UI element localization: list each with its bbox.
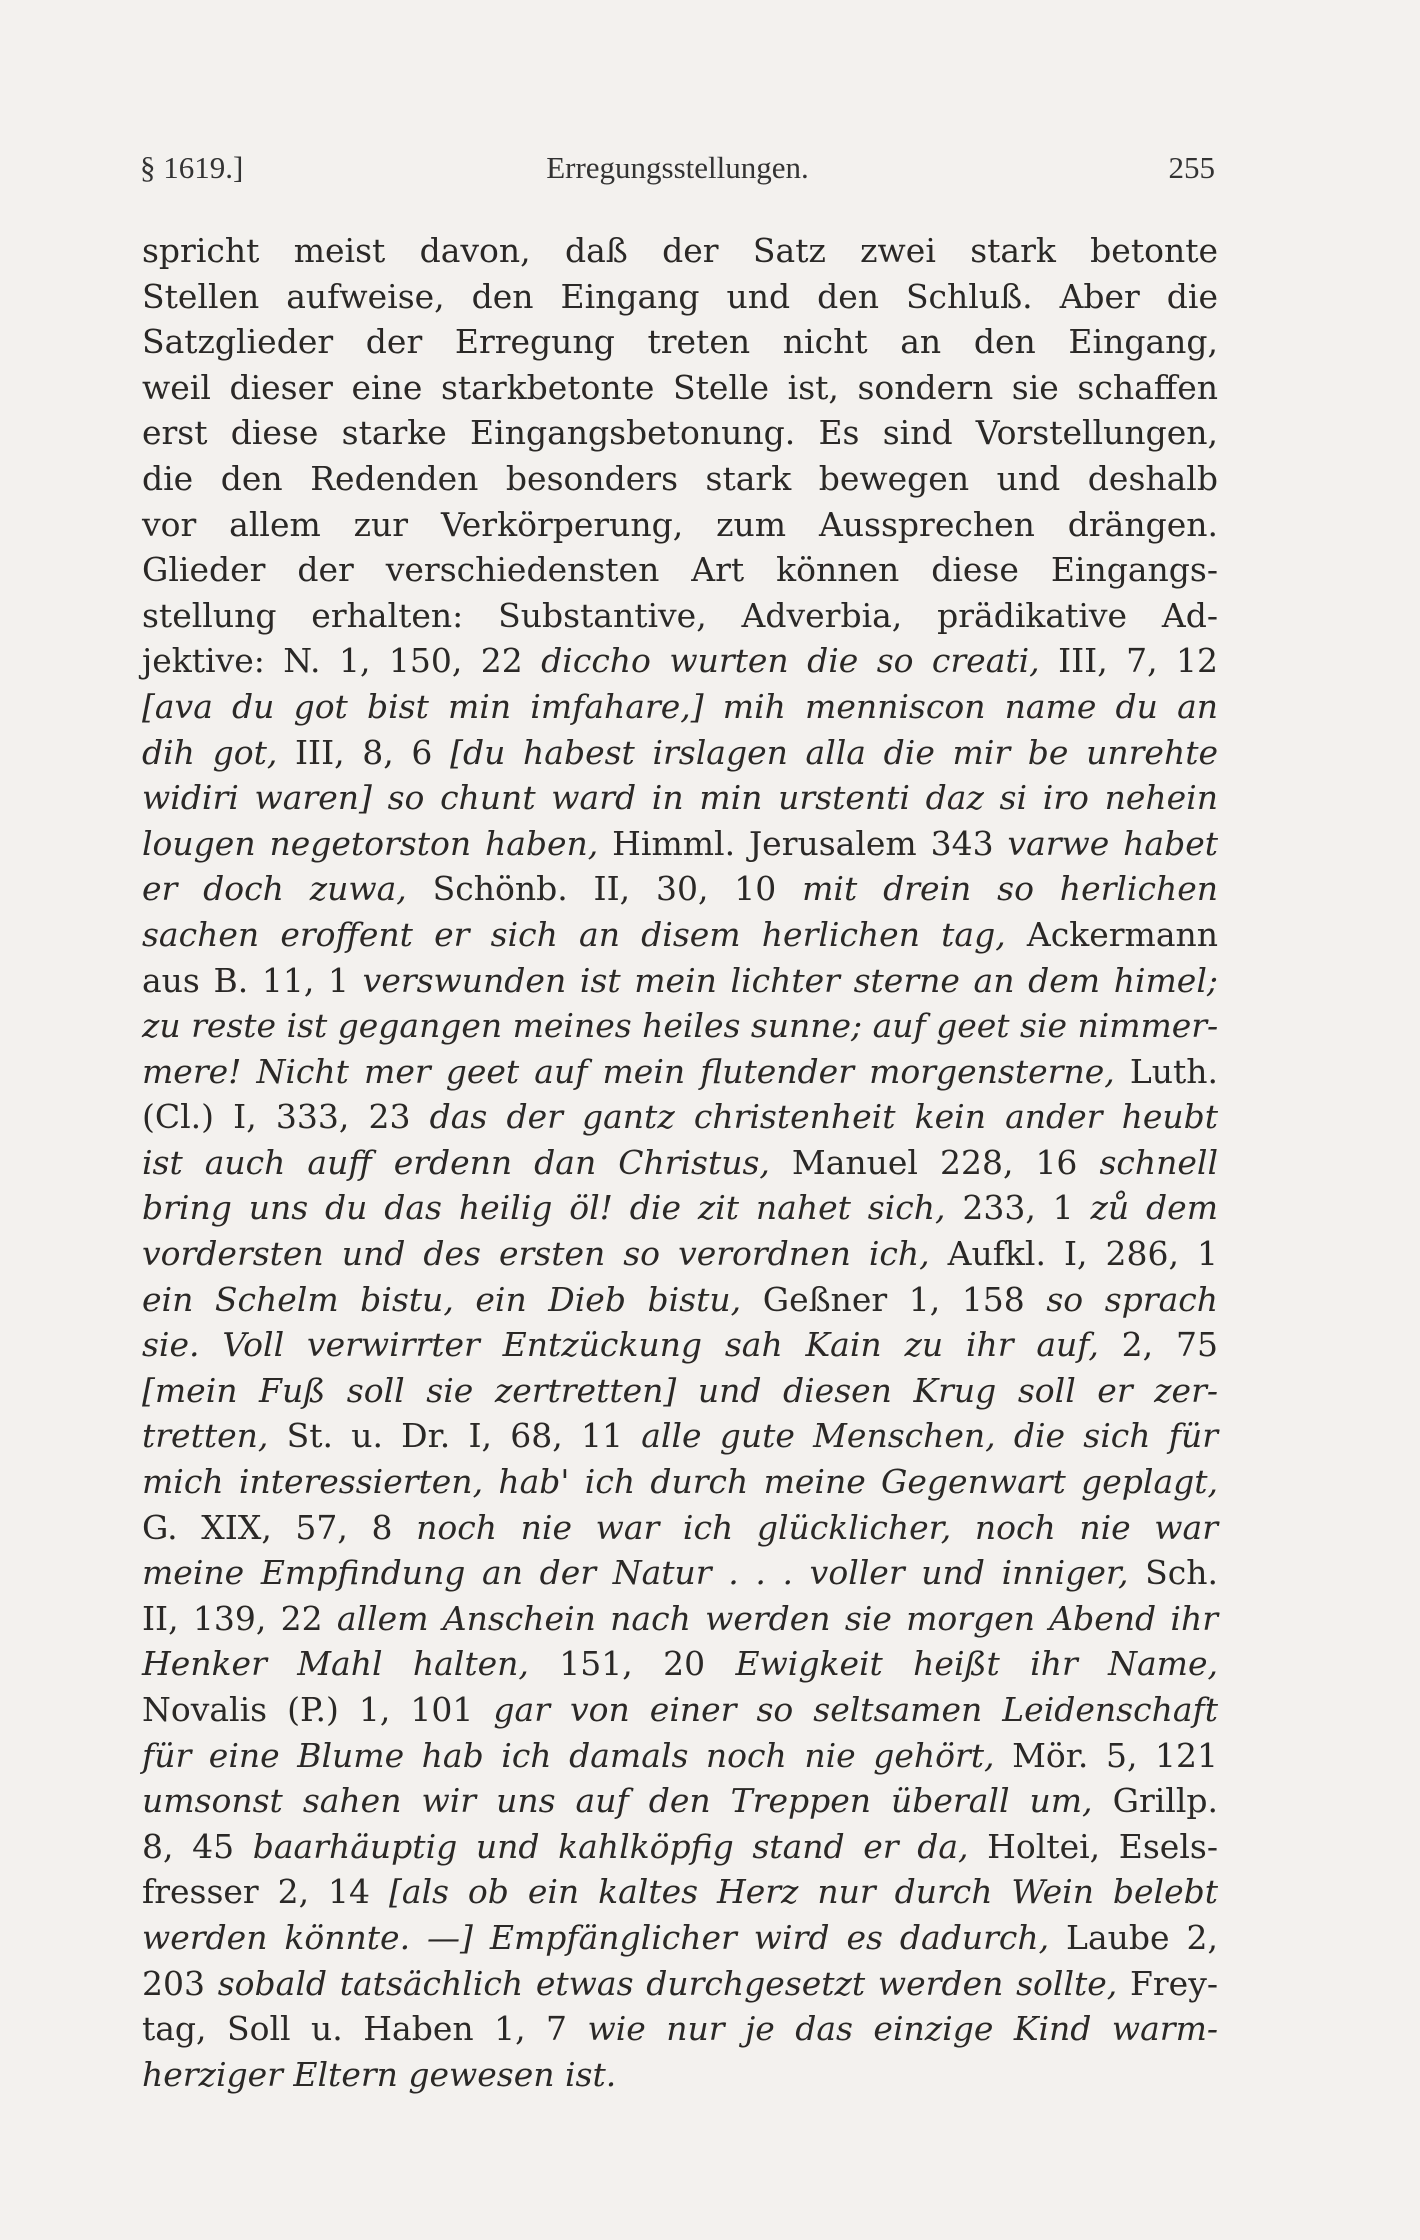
quoted-example: so sprach bbox=[1046, 1279, 1218, 1319]
quoted-example: gar von einer so seltsamen Leidenschaft bbox=[493, 1690, 1218, 1729]
text-segment: 151, 20 bbox=[528, 1644, 736, 1684]
text-line bbox=[142, 1094, 1218, 1140]
quoted-example: bring uns du das heilig öl! die zit nahet sich, bbox=[142, 1188, 946, 1228]
text-line bbox=[142, 1915, 1218, 1961]
text-line bbox=[142, 958, 1218, 1004]
text-segment: Novalis (P.) 1, 101 bbox=[142, 1690, 494, 1729]
quoted-example: wie nur je das einzige Kind warm- bbox=[587, 2009, 1219, 2049]
text-line bbox=[142, 456, 1218, 502]
text-line bbox=[142, 2006, 1218, 2052]
text-line bbox=[142, 1322, 1218, 1368]
text-line bbox=[142, 1733, 1218, 1779]
quoted-example: zů dem bbox=[1090, 1188, 1218, 1228]
text-line bbox=[142, 1687, 1218, 1733]
text-segment: St. u. Dr. I, 68, 11 bbox=[268, 1416, 642, 1456]
text-line bbox=[142, 1459, 1218, 1505]
text-segment: 203 bbox=[142, 1963, 218, 2003]
text-segment: erst diese starke Eingangsbetonung. Es sind Vorstellungen, bbox=[142, 413, 1218, 453]
quoted-example: widiri waren] so chunt ward in min urstenti daz si iro nehein bbox=[142, 778, 1218, 818]
quoted-example: das der gantz christenheit kein ander heubt bbox=[429, 1097, 1218, 1137]
text-segment: Schönb. II, 30, 10 bbox=[406, 869, 803, 909]
text-line bbox=[142, 593, 1218, 639]
text-segment: Satzglieder der Erregung treten nicht an den Eingang, bbox=[142, 322, 1218, 362]
text-segment: 2, 75 bbox=[1098, 1325, 1218, 1365]
text-line bbox=[142, 1185, 1218, 1231]
quoted-example: umsonst sahen wir uns auf den Treppen überall um, bbox=[142, 1781, 1093, 1821]
text-segment: tag, Soll u. Haben 1, 7 bbox=[142, 2009, 588, 2049]
text-line bbox=[142, 1277, 1218, 1323]
text-segment: die den Redenden besonders stark bewegen und deshalb bbox=[142, 458, 1218, 498]
text-segment: Holtei, Esels- bbox=[968, 1826, 1218, 1866]
quoted-example: dih got, bbox=[142, 732, 278, 772]
text-line bbox=[142, 684, 1218, 730]
text-line bbox=[142, 638, 1218, 684]
text-line bbox=[142, 2052, 1218, 2098]
quoted-example: Henker Mahl halten, bbox=[142, 1644, 529, 1684]
body-text bbox=[142, 228, 1218, 2097]
quoted-example: [als ob ein kaltes Herz nur durch Wein belebt bbox=[388, 1872, 1219, 1912]
text-segment: G. XIX, 57, 8 bbox=[142, 1507, 417, 1547]
text-line bbox=[142, 1049, 1218, 1095]
text-line bbox=[142, 821, 1218, 867]
text-segment: (Cl.) I, 333, 23 bbox=[142, 1097, 430, 1137]
text-line bbox=[142, 1140, 1218, 1186]
text-segment: Sch. bbox=[1128, 1553, 1218, 1593]
quoted-example: lougen negetorston haben, bbox=[142, 823, 599, 863]
text-line bbox=[142, 866, 1218, 912]
quoted-example: diccho wurten die so creati, bbox=[541, 641, 1040, 681]
quoted-example: für eine Blume hab ich damals noch nie gehört, bbox=[142, 1735, 995, 1775]
text-line bbox=[142, 1778, 1218, 1824]
quoted-example: herziger Eltern gewesen ist. bbox=[142, 2054, 617, 2094]
text-segment: III, 7, 12 bbox=[1039, 641, 1219, 681]
text-segment: spricht meist davon, daß der Satz zwei stark betonte bbox=[142, 231, 1218, 270]
text-segment: stellung erhalten: Substantive, Adverbia, prädikative Ad- bbox=[142, 595, 1218, 635]
quoted-example: werden könnte. —] Empfänglicher wird es dadurch, bbox=[142, 1917, 1050, 1957]
quoted-example: zu reste ist gegangen meines heiles sunne; auf geet sie nimmer- bbox=[142, 1006, 1219, 1046]
text-line bbox=[142, 1961, 1218, 2007]
quoted-example: allem Anschein nach werden sie morgen Abend ihr bbox=[336, 1598, 1218, 1638]
text-segment: Stellen aufweise, den Eingang und den Schluß. Aber die bbox=[142, 276, 1218, 316]
text-line bbox=[142, 1003, 1218, 1049]
quoted-example: meine Empfindung an der Natur . . . voller und inniger, bbox=[142, 1553, 1129, 1593]
text-segment: aus B. 11, 1 bbox=[142, 960, 363, 1000]
text-line bbox=[142, 365, 1218, 411]
quoted-example: ist auch auff erdenn dan Christus, bbox=[142, 1142, 770, 1182]
quoted-example: tretten, bbox=[142, 1416, 269, 1456]
text-line bbox=[142, 1505, 1218, 1551]
text-line bbox=[142, 912, 1218, 958]
quoted-example: mere! Nicht mer geet auf mein flutender morgensterne, bbox=[142, 1051, 1115, 1091]
text-line bbox=[142, 228, 1218, 274]
text-line bbox=[142, 319, 1218, 365]
text-line bbox=[142, 1869, 1218, 1915]
text-segment: 233, 1 bbox=[945, 1188, 1091, 1228]
text-segment: fresser 2, 14 bbox=[142, 1872, 389, 1912]
quoted-example: [mein Fuß soll sie zertretten] und diesen Krug soll er zer- bbox=[142, 1370, 1218, 1410]
quoted-example: baarhäuptig und kahlköpfig stand er da, bbox=[252, 1826, 969, 1866]
quoted-example: [ava du got bist min imfahare,] mih menniscon name du an bbox=[142, 686, 1218, 726]
text-segment: Mör. 5, 121 bbox=[994, 1735, 1218, 1775]
text-segment: Aufkl. I, 286, 1 bbox=[929, 1234, 1218, 1274]
text-segment: vor allem zur Verkörperung, zum Aussprechen drängen. bbox=[142, 504, 1218, 544]
quoted-example: verswunden ist mein lichter sterne an dem himel; bbox=[362, 960, 1218, 1000]
text-segment: Glieder der verschiedensten Art können diese Eingangs- bbox=[142, 550, 1218, 590]
section-reference: § 1619.] bbox=[140, 150, 244, 185]
text-segment: Laube 2, bbox=[1049, 1917, 1218, 1957]
page-number: 255 bbox=[1168, 150, 1215, 185]
quoted-example: sobald tatsächlich etwas durchgesetzt werden sollte, bbox=[217, 1963, 1118, 2003]
text-line bbox=[142, 1368, 1218, 1414]
text-line bbox=[142, 1550, 1218, 1596]
text-line bbox=[142, 1413, 1218, 1459]
text-line bbox=[142, 410, 1218, 456]
text-segment: II, 139, 22 bbox=[142, 1598, 337, 1638]
text-segment: Frey- bbox=[1117, 1963, 1219, 2003]
text-line bbox=[142, 1231, 1218, 1277]
quoted-example: sie. Voll verwirrter Entzückung sah Kain zu ihr auf, bbox=[142, 1325, 1099, 1365]
text-segment: Himml. Jerusalem 343 bbox=[598, 823, 1008, 863]
quoted-example: sachen eroffent er sich an disem herlichen tag, bbox=[142, 914, 1006, 954]
quoted-example: schnell bbox=[1099, 1142, 1218, 1182]
text-segment: Ackermann bbox=[1005, 914, 1219, 954]
text-segment: Geßner 1, 158 bbox=[741, 1279, 1047, 1319]
text-segment: 8, 45 bbox=[142, 1826, 253, 1866]
quoted-example: vordersten und des ersten so verordnen ich, bbox=[142, 1234, 930, 1274]
quoted-example: er doch zuwa, bbox=[142, 869, 407, 909]
quoted-example: alle gute Menschen, die sich für bbox=[641, 1416, 1219, 1456]
text-segment: jektive: N. 1, 150, 22 bbox=[142, 641, 542, 681]
quoted-example: ein Schelm bistu, ein Dieb bistu, bbox=[142, 1279, 742, 1319]
quoted-example: varwe habet bbox=[1007, 823, 1219, 863]
text-line bbox=[142, 502, 1218, 548]
text-line bbox=[142, 1596, 1218, 1642]
text-segment: III, 8, 6 bbox=[277, 732, 451, 772]
text-line bbox=[142, 730, 1218, 776]
running-head bbox=[140, 150, 1215, 190]
text-line bbox=[142, 1641, 1218, 1687]
text-line bbox=[142, 547, 1218, 593]
quoted-example: mit drein so herlichen bbox=[802, 869, 1218, 909]
text-segment: Grillp. bbox=[1092, 1781, 1219, 1821]
quoted-example: [du habest irslagen alla die mir be unrehte bbox=[450, 732, 1218, 772]
text-segment: weil dieser eine starkbetonte Stelle ist, sondern sie schaffen bbox=[142, 367, 1218, 407]
text-segment: Manuel 228, 16 bbox=[769, 1142, 1100, 1182]
quoted-example: noch nie war ich glücklicher, noch nie war bbox=[416, 1507, 1218, 1547]
text-line bbox=[142, 775, 1218, 821]
quoted-example: Ewigkeit heißt ihr Name, bbox=[735, 1644, 1218, 1684]
text-segment: Luth. bbox=[1114, 1051, 1218, 1091]
text-line bbox=[142, 274, 1218, 320]
quoted-example: mich interessierten, hab' ich durch meine Gegenwart geplagt, bbox=[142, 1462, 1218, 1502]
chapter-title: Erregungsstellungen. bbox=[546, 150, 809, 185]
text-line bbox=[142, 1824, 1218, 1870]
